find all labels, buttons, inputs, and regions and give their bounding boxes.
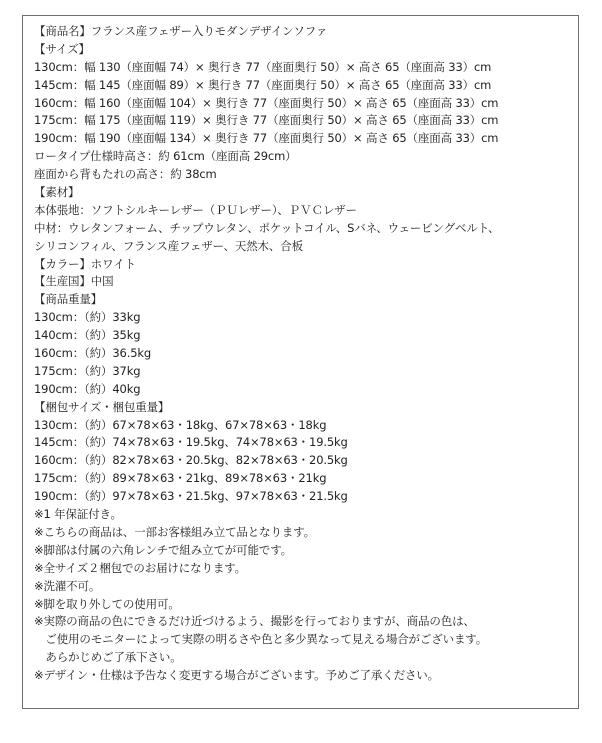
product-name-line: 【商品名】フランス産フェザー入りモダンデザインソファ xyxy=(34,24,328,38)
note-assembly: ※こちらの商品は、一部お客様組み立て品となります。 xyxy=(34,524,315,539)
weight-line-190: 190cm：（約）40kg xyxy=(34,381,141,396)
note-warranty: ※1 年保証付き。 xyxy=(34,507,122,522)
package-line-175: 175cm：（約）89×78×63・21kg、89×78×63・21kg xyxy=(34,471,327,486)
material-heading: 【素材】 xyxy=(34,185,80,200)
origin-line: 【生産国】中国 xyxy=(34,274,114,289)
note-legs-removable: ※脚を取り外しての使用可。 xyxy=(34,596,180,611)
note-color-disclaimer-cont: ご使用のモニターによって実際の明るさや色と多少異なって見える場合がございます。 xyxy=(34,632,488,647)
note-legs-wrench: ※脚部は付属の六角レンチで組み立てが可能です。 xyxy=(34,542,292,557)
size-heading: 【サイズ】 xyxy=(34,41,90,56)
note-design-change: ※デザイン・仕様は予告なく変更する場合がございます。予めご了承ください。 xyxy=(34,668,440,683)
package-line-130: 130cm：（約）67×78×63・18kg、67×78×63・18kg xyxy=(34,417,327,432)
weight-line-130: 130cm：（約）33kg xyxy=(34,310,141,325)
size-line-190: 190cm：幅 190（座面幅 134）× 奥行き 77（座面奥行 50）× 高さ 65（座面高 33）cm xyxy=(34,131,499,146)
upholstery-line: 本体張地：ソフトシルキーレザー（ＰＵレザー）、ＰＶＣレザー xyxy=(34,202,357,217)
size-line-130: 130cm：幅 130（座面幅 74）× 奥行き 77（座面奥行 50）× 高さ 65（座面高 33）cm xyxy=(34,59,492,74)
package-heading: 【梱包サイズ・梱包重量】 xyxy=(34,399,170,414)
weight-line-140: 140cm：（約）35kg xyxy=(34,328,141,343)
filling-line: 中材：ウレタンフォーム、チップウレタン、ポケットコイル、Sバネ、ウェービングベルト、 xyxy=(34,220,500,235)
filling-line-cont: シリコンフィル、フランス産フェザー、天然木、合板 xyxy=(34,238,303,253)
package-line-145: 145cm：（約）74×78×63・19.5kg、74×78×63・19.5kg xyxy=(34,435,348,450)
note-no-washing: ※洗濯不可。 xyxy=(34,578,101,593)
weight-line-175: 175cm：（約）37kg xyxy=(34,363,141,378)
package-line-160: 160cm：（約）82×78×63・20.5kg、82×78×63・20.5kg xyxy=(34,453,348,468)
color-line: 【カラー】ホワイト xyxy=(34,256,136,271)
weight-line-160: 160cm：（約）36.5kg xyxy=(34,346,152,361)
package-line-190: 190cm：（約）97×78×63・21.5kg、97×78×63・21.5kg xyxy=(34,489,348,504)
low-type-height-line: ロータイプ仕様時高さ：約 61cm（座面高 29cm） xyxy=(34,149,297,164)
spec-text-block xyxy=(34,23,582,685)
weight-heading: 【商品重量】 xyxy=(34,292,103,307)
size-line-175: 175cm：幅 175（座面幅 119）× 奥行き 77（座面奥行 50）× 高さ 65（座面高 33）cm xyxy=(34,113,499,128)
note-color-disclaimer-end: あらかじめご了承下さい。 xyxy=(34,650,182,665)
size-line-145: 145cm：幅 145（座面幅 89）× 奥行き 77（座面奥行 50）× 高さ 65（座面高 33）cm xyxy=(34,77,492,92)
size-line-160: 160cm：幅 160（座面幅 104）× 奥行き 77（座面奥行 50）× 高さ 65（座面高 33）cm xyxy=(34,95,499,110)
note-color-disclaimer: ※実際の商品の色にできるだけ近づけるよう、撮影を行っておりますが、商品の色は、 xyxy=(34,614,475,629)
note-two-packages: ※全サイズ２梱包でのお届けになります。 xyxy=(34,560,246,575)
backrest-height-line: 座面から背もたれの高さ：約 38cm xyxy=(34,167,217,182)
